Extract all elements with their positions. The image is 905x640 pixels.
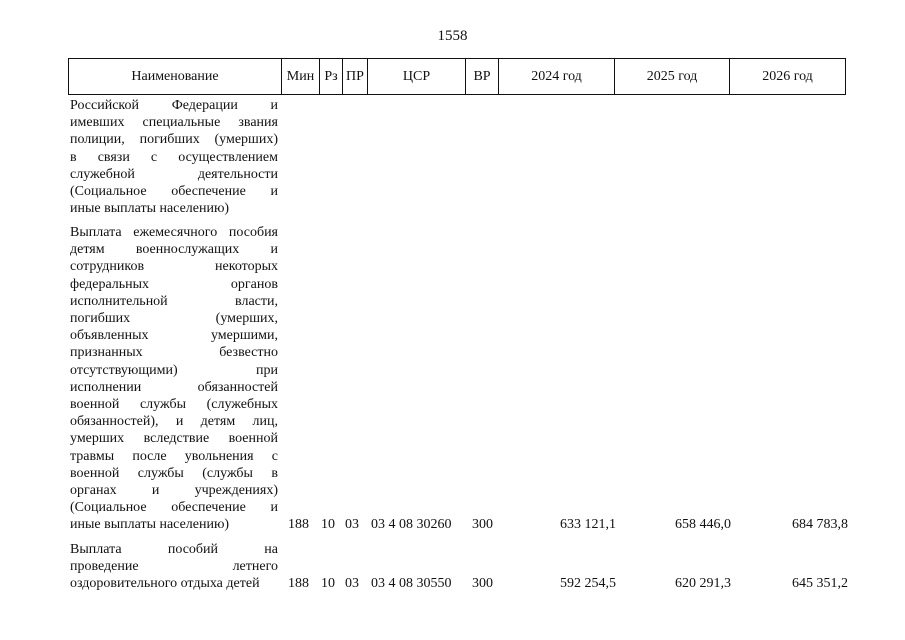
cell-pr: 03 (345, 517, 359, 532)
col-header-name: Наименование (69, 59, 282, 95)
table-header (68, 58, 846, 95)
name-line: полиции, погибших (умерших) (70, 132, 278, 148)
col-header-pr: ПР (343, 59, 368, 95)
col-header-2025: 2025 год (615, 59, 730, 95)
cell-2026: 684 783,8 (792, 517, 848, 532)
name-line: в связи с осуществлением (70, 149, 278, 165)
col-header-vr: ВР (466, 59, 499, 95)
name-line: сотрудников некоторых (70, 259, 278, 275)
name-line: иные выплаты населению) (70, 201, 230, 217)
cell-min: 188 (288, 517, 309, 532)
name-line: исполнительной власти, (70, 293, 278, 309)
cell-vr: 300 (472, 576, 493, 591)
name-line: обязанностей), и детям лиц, (70, 414, 278, 430)
name-line: погибших (умерших, (70, 311, 278, 327)
name-line: имевших специальные звания (70, 115, 278, 131)
name-line: органах и учреждениях) (70, 483, 278, 499)
row-name (70, 541, 278, 593)
name-line: умерших вследствие военной (70, 431, 278, 447)
col-header-min: Мин (282, 59, 320, 95)
name-line: детям военнослужащих и (70, 242, 278, 258)
col-header-csr: ЦСР (368, 59, 466, 95)
cell-csr: 03 4 08 30260 (371, 517, 452, 532)
row-name (70, 97, 278, 217)
name-line: Выплата ежемесячного пособия (70, 225, 278, 240)
cell-min: 188 (288, 576, 309, 591)
name-line: объявленных умершими, (70, 328, 278, 344)
name-line: Российской Федерации и (70, 98, 278, 113)
name-line: (Социальное обеспечение и (70, 500, 278, 516)
row-name (70, 224, 278, 534)
name-line: исполнении обязанностей (70, 379, 278, 395)
cell-2024: 633 121,1 (560, 517, 616, 532)
name-line: иные выплаты населению) (70, 517, 230, 533)
cell-vr: 300 (472, 517, 493, 532)
name-line: травмы после увольнения с (70, 448, 278, 464)
name-line: признанных безвестно (70, 345, 278, 361)
col-header-rz: Рз (320, 59, 343, 95)
name-line: (Социальное обеспечение и (70, 184, 278, 200)
name-line: оздоровительного отдыха детей (70, 576, 260, 592)
cell-pr: 03 (345, 576, 359, 591)
name-line: отсутствующими) при (70, 362, 278, 378)
page-number: 1558 (437, 28, 468, 44)
cell-rz: 10 (321, 517, 335, 532)
cell-csr: 03 4 08 30550 (371, 576, 452, 591)
cell-2025: 620 291,3 (675, 576, 731, 591)
cell-2024: 592 254,5 (560, 576, 616, 591)
cell-2026: 645 351,2 (792, 576, 848, 591)
cell-2025: 658 446,0 (675, 517, 731, 532)
name-line: военной службы (службы в (70, 465, 278, 481)
col-header-2026: 2026 год (730, 59, 846, 95)
name-line: федеральных органов (70, 276, 278, 292)
col-header-2024: 2024 год (499, 59, 615, 95)
name-line: проведение летнего (70, 559, 278, 575)
name-line: Выплата пособий на (70, 542, 278, 557)
cell-rz: 10 (321, 576, 335, 591)
name-line: служебной деятельности (70, 166, 278, 182)
name-line: военной службы (служебных (70, 397, 278, 413)
